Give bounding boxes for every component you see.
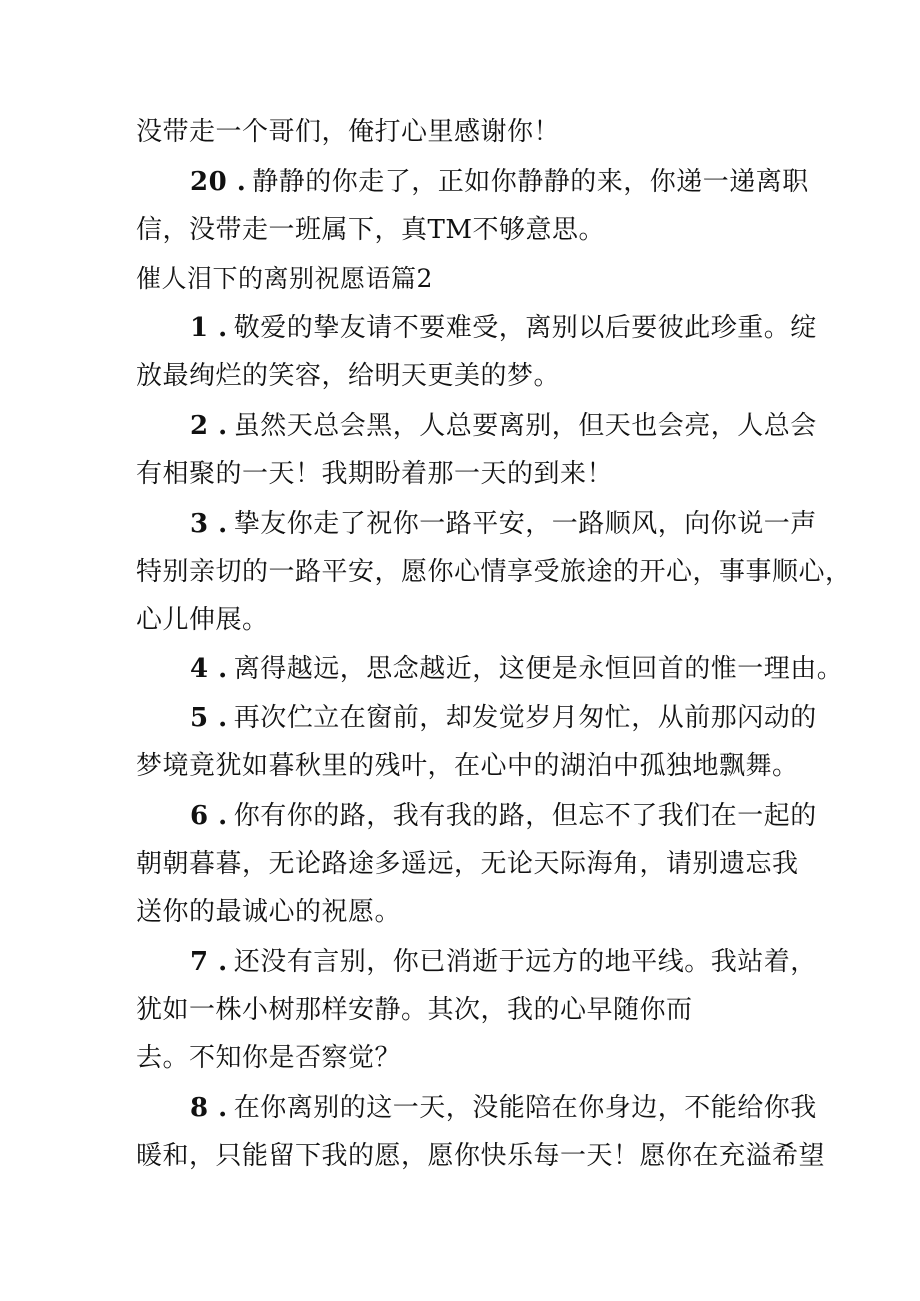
text-line: 没带走一个哥们，俺打心里感谢你！	[136, 117, 561, 147]
list-item-3: 3 . 挚友你走了祝你一路平安，一路顺风，向你说一声	[190, 509, 817, 539]
item-number: 8 .	[190, 1093, 228, 1123]
text-line: 暖和，只能留下我的愿，愿你快乐每一天！愿你在充溢希望	[136, 1141, 826, 1171]
section-heading: 催人泪下的离别祝愿语篇2	[136, 264, 433, 293]
item-number: 2 .	[190, 411, 228, 441]
list-item-1: 1 . 敬爱的挚友请不要难受，离别以后要彼此珍重。绽	[190, 313, 817, 343]
text-line: 犹如一株小树那样安静。其次，我的心早随你而	[136, 995, 693, 1025]
text-line: 去。不知你是否察觉？	[136, 1043, 402, 1073]
list-item-20: 20 . 静静的你走了，正如你静静的来，你递一递离职	[190, 167, 809, 197]
text-line: 梦境竟犹如暮秋里的残叶，在心中的湖泊中孤独地飘舞。	[136, 751, 799, 781]
text-line: 放最绚烂的笑容，给明天更美的梦。	[136, 361, 561, 391]
text-line: 特别亲切的一路平安，愿你心情享受旅途的开心，事事顺心，	[136, 557, 852, 587]
item-number: 1 .	[190, 313, 228, 343]
item-number: 3 .	[190, 509, 228, 539]
item-number: 7 .	[190, 947, 228, 977]
text-line: 信，没带走一班属下，真TM不够意思。	[136, 215, 605, 245]
text-line: 有相聚的一天！我期盼着那一天的到来！	[136, 459, 614, 489]
text-line: 心儿伸展。	[136, 605, 269, 635]
list-item-4: 4 . 离得越远，思念越近，这便是永恒回首的惟一理由。	[190, 654, 844, 684]
list-item-2: 2 . 虽然天总会黑，人总要离别，但天也会亮，人总会	[190, 411, 817, 441]
list-item-6: 6 . 你有你的路，我有我的路，但忘不了我们在一起的	[190, 801, 817, 831]
item-number: 4 .	[190, 654, 228, 684]
item-number: 5 .	[190, 703, 228, 733]
list-item-7: 7 . 还没有言别，你已消逝于远方的地平线。我站着，	[190, 947, 817, 977]
item-number: 20 .	[190, 167, 247, 197]
item-number: 6 .	[190, 801, 228, 831]
text-line: 送你的最诚心的祝愿。	[136, 897, 402, 927]
text-line: 朝朝暮暮，无论路途多遥远，无论天际海角，请别遗忘我	[136, 849, 799, 879]
list-item-5: 5 . 再次伫立在窗前，却发觉岁月匆忙，从前那闪动的	[190, 703, 817, 733]
list-item-8: 8 . 在你离别的这一天，没能陪在你身边，不能给你我	[190, 1093, 817, 1123]
